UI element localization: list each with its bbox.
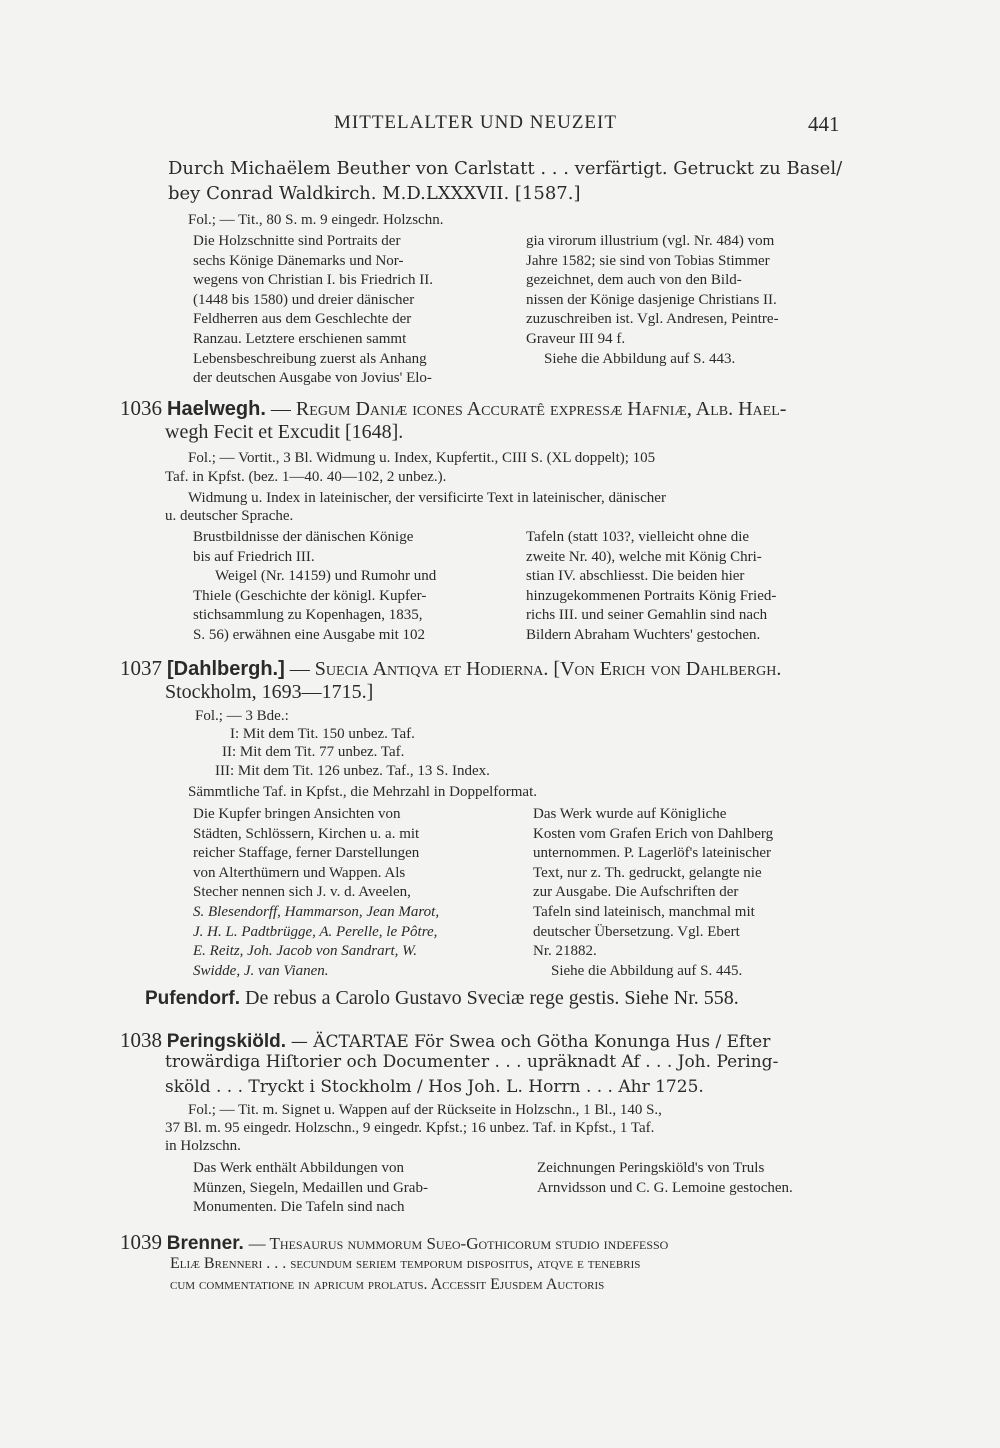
reference-text: De rebus a Carolo Gustavo Sveciæ rege gestis. Siehe Nr. 558. — [245, 987, 739, 1009]
text-line: E. Reitz, Joh. Jacob von Sandrart, W. — [193, 943, 417, 960]
entry-title: — ÄCTARTAE För Swea och Götha Konunga Hus / Efter — [290, 1032, 771, 1052]
entry-1036-left-column — [193, 528, 503, 646]
text-line: zuzuschreiben ist. Vgl. Andresen, Peintre- — [526, 311, 779, 328]
text-line: J. H. L. Padtbrügge, A. Perelle, le Pôtre, — [193, 923, 438, 940]
text-line: Die Kupfer bringen Ansichten von — [193, 806, 401, 822]
text-line: (1448 bis 1580) und dreier dänischer — [193, 291, 415, 308]
text-line: nissen der Könige dasjenige Christians II. — [526, 291, 777, 308]
text-line: gezeichnet, dem auch von den Bild- — [526, 272, 742, 289]
entry-1036-format-1: Fol.; — Vortit., 3 Bl. Widmung u. Index, Kupfertit., CIII S. (XL doppelt); 105 — [188, 450, 656, 466]
text-line: deutscher Übersetzung. Vgl. Ebert — [533, 923, 740, 940]
intro-right-column — [526, 232, 842, 369]
text-line: Feldherren aus dem Geschlechte der — [193, 311, 412, 328]
entry-1037-title-line-2: Stockholm, 1693—1715.] — [165, 681, 374, 703]
text-line: zweite Nr. 40), welche mit König Chri- — [526, 548, 762, 565]
entry-title: — Suecia Antiqva et Hodierna. [Von Erich von Dahlbergh. — [289, 658, 782, 680]
text-line: der deutschen Ausgabe von Jovius' Elo- — [193, 370, 432, 387]
entry-1036-format-2: Taf. in Kpfst. (bez. 1—40. 40—102, 2 unbez.). — [165, 469, 447, 485]
entry-number: 1038 — [120, 1028, 162, 1052]
text-line: Tafeln (statt 103?, vielleicht ohne die — [526, 529, 750, 545]
entry-name: Pufendorf. — [145, 988, 240, 1009]
text-line: Monumenten. Die Tafeln sind nach — [193, 1199, 405, 1216]
entry-name: [Dahlbergh.] — [167, 658, 285, 680]
text-line: Graveur III 94 f. — [526, 330, 626, 347]
entry-1037-heading — [120, 656, 781, 681]
entry-1039-heading — [120, 1230, 668, 1255]
entry-1036-heading — [120, 396, 786, 421]
intro-title-line-1: Durch Michaëlem Beuther von Carlstatt . . . verfärtigt. Getruckt zu Basel/ — [168, 158, 843, 179]
entry-1039-title-line-2: Eliæ Brenneri . . . secundum seriem temporum dispositus, atqve e tenebris — [170, 1255, 641, 1272]
entry-1039-title-line-3: cum commentatione in apricum prolatus. Acceſſit Ejusdem Auctoris — [170, 1276, 605, 1293]
entry-name: Brenner. — [166, 1233, 244, 1254]
text-line: Nr. 21882. — [533, 943, 597, 960]
entry-name: Haelwegh. — [167, 398, 266, 420]
text-line: gia virorum illustrium (vgl. Nr. 484) vom — [526, 233, 775, 249]
entry-1036-right-column — [526, 528, 842, 646]
entry-1038-format-2: 37 Bl. m. 95 eingedr. Holzschn., 9 eingedr. Kpfst.; 16 unbez. Taf. in Kpfst., 1 Taf. — [165, 1120, 655, 1136]
entry-1037-left-column — [193, 805, 503, 981]
text-line: Städten, Schlössern, Kirchen u. a. mit — [193, 825, 420, 842]
text-line: S. Blesendorff, Hammarson, Jean Marot, — [193, 903, 440, 920]
text-line: richs III. und seiner Gemahlin sind nach — [526, 607, 768, 624]
text-line: Das Werk wurde auf Königliche — [533, 806, 727, 822]
entry-1036-title-line-2: wegh Fecit et Excudit [1648]. — [165, 421, 404, 443]
entry-1037-format: Fol.; — 3 Bde.: — [195, 708, 289, 724]
text-line: Bildern Abraham Wuchters' gestochen. — [526, 626, 761, 643]
intro-left-column — [193, 232, 500, 389]
running-header: MITTELALTER UND NEUZEIT — [334, 112, 617, 133]
text-line: Swidde, J. van Vianen. — [193, 962, 329, 979]
text-line: Weigel (Nr. 14159) und Rumohr und — [215, 568, 437, 585]
entry-title: — Thesaurus nummorum Sueo-Gothicorum studio indefesso — [248, 1234, 669, 1253]
intro-title-line-2: bey Conrad Waldkirch. M.D.LXXXVII. [1587.] — [168, 183, 581, 204]
entry-1036-note-1: Widmung u. Index in lateinischer, der versificirte Text in lateinischer, dänischer — [188, 490, 666, 506]
entry-1037-note: Sämmtliche Taf. in Kpfst., die Mehrzahl in Doppelformat. — [188, 784, 538, 800]
entry-1038-format-3: in Holzschn. — [165, 1138, 241, 1154]
entry-1037-volume-2: II: Mit dem Tit. 77 unbez. Taf. — [222, 744, 405, 760]
entry-1038-heading — [120, 1028, 770, 1053]
entry-1038-right-column — [537, 1159, 843, 1198]
text-line: wegens von Christian I. bis Friedrich II. — [193, 272, 433, 289]
entry-number: 1039 — [120, 1230, 162, 1254]
text-line: bis auf Friedrich III. — [193, 548, 315, 565]
text-line: Siehe die Abbildung auf S. 443. — [544, 350, 736, 367]
text-line: Zeichnungen Peringskiöld's von Truls — [537, 1160, 765, 1176]
intro-format: Fol.; — Tit., 80 S. m. 9 eingedr. Holzschn. — [188, 212, 444, 228]
entry-number: 1037 — [120, 656, 162, 680]
text-line: Lebensbeschreibung zuerst als Anhang — [193, 350, 427, 367]
text-line: Text, nur z. Th. gedruckt, gelangte nie — [533, 864, 762, 881]
text-line: zur Ausgabe. Die Aufschriften der — [533, 884, 739, 901]
entry-1038-title-line-2: trowärdiga Hiſtorier och Documenter . . . upräknadt Af . . . Joh. Pering- — [165, 1052, 779, 1072]
text-line: stian IV. abschliesst. Die beiden hier — [526, 568, 745, 585]
entry-name: Peringskiöld. — [166, 1031, 287, 1052]
entry-1038-format-1: Fol.; — Tit. m. Signet u. Wappen auf der Rückseite in Holzschn., 1 Bl., 140 S., — [188, 1102, 662, 1118]
text-line: stichsammlung zu Kopenhagen, 1835, — [193, 607, 423, 624]
text-line: von Alterthümern und Wappen. Als — [193, 864, 406, 881]
entry-1037-right-column — [533, 805, 843, 981]
text-line: Thiele (Geschichte der königl. Kupfer- — [193, 587, 427, 604]
entry-number: 1036 — [120, 396, 162, 420]
text-line: Tafeln sind lateinisch, manchmal mit — [533, 903, 755, 920]
pufendorf-reference — [145, 987, 739, 1010]
text-line: reicher Staffage, ferner Darstellungen — [193, 845, 420, 862]
text-line: Kosten vom Grafen Erich von Dahlberg — [533, 825, 774, 842]
text-line: S. 56) erwähnen eine Ausgabe mit 102 — [193, 626, 426, 643]
text-line: Jahre 1582; sie sind von Tobias Stimmer — [526, 252, 770, 269]
text-line: Siehe die Abbildung auf S. 445. — [551, 962, 743, 979]
entry-title: — Regum Daniæ icones Accuratê expreſſæ Hafniæ, Alb. Hael- — [270, 398, 787, 420]
entry-1036-note-2: u. deutscher Sprache. — [165, 508, 294, 524]
entry-1038-title-line-3: sköld . . . Tryckt i Stockholm / Hos Joh. L. Horrn . . . Ahr 1725. — [165, 1077, 704, 1097]
text-line: unternommen. P. Lagerlöf's lateinischer — [533, 845, 772, 862]
entry-1037-volume-1: I: Mit dem Tit. 150 unbez. Taf. — [230, 726, 415, 742]
text-line: Die Holzschnitte sind Portraits der — [193, 233, 401, 249]
page-number: 441 — [808, 112, 840, 136]
text-line: Arnvidsson und C. G. Lemoine gestochen. — [537, 1179, 793, 1196]
text-line: sechs Könige Dänemarks und Nor- — [193, 252, 404, 269]
entry-1037-volume-3: III: Mit dem Tit. 126 unbez. Taf., 13 S. Index. — [215, 763, 490, 779]
text-line: Ranzau. Letztere erschienen sammt — [193, 330, 407, 347]
text-line: Brustbildnisse der dänischen Könige — [193, 529, 414, 545]
text-line: Das Werk enthält Abbildungen von — [193, 1160, 404, 1176]
text-line: hinzugekommenen Portraits König Fried- — [526, 587, 777, 604]
text-line: Münzen, Siegeln, Medaillen und Grab- — [193, 1179, 428, 1196]
entry-1038-left-column — [193, 1159, 511, 1218]
text-line: Stecher nennen sich J. v. d. Aveelen, — [193, 884, 411, 901]
